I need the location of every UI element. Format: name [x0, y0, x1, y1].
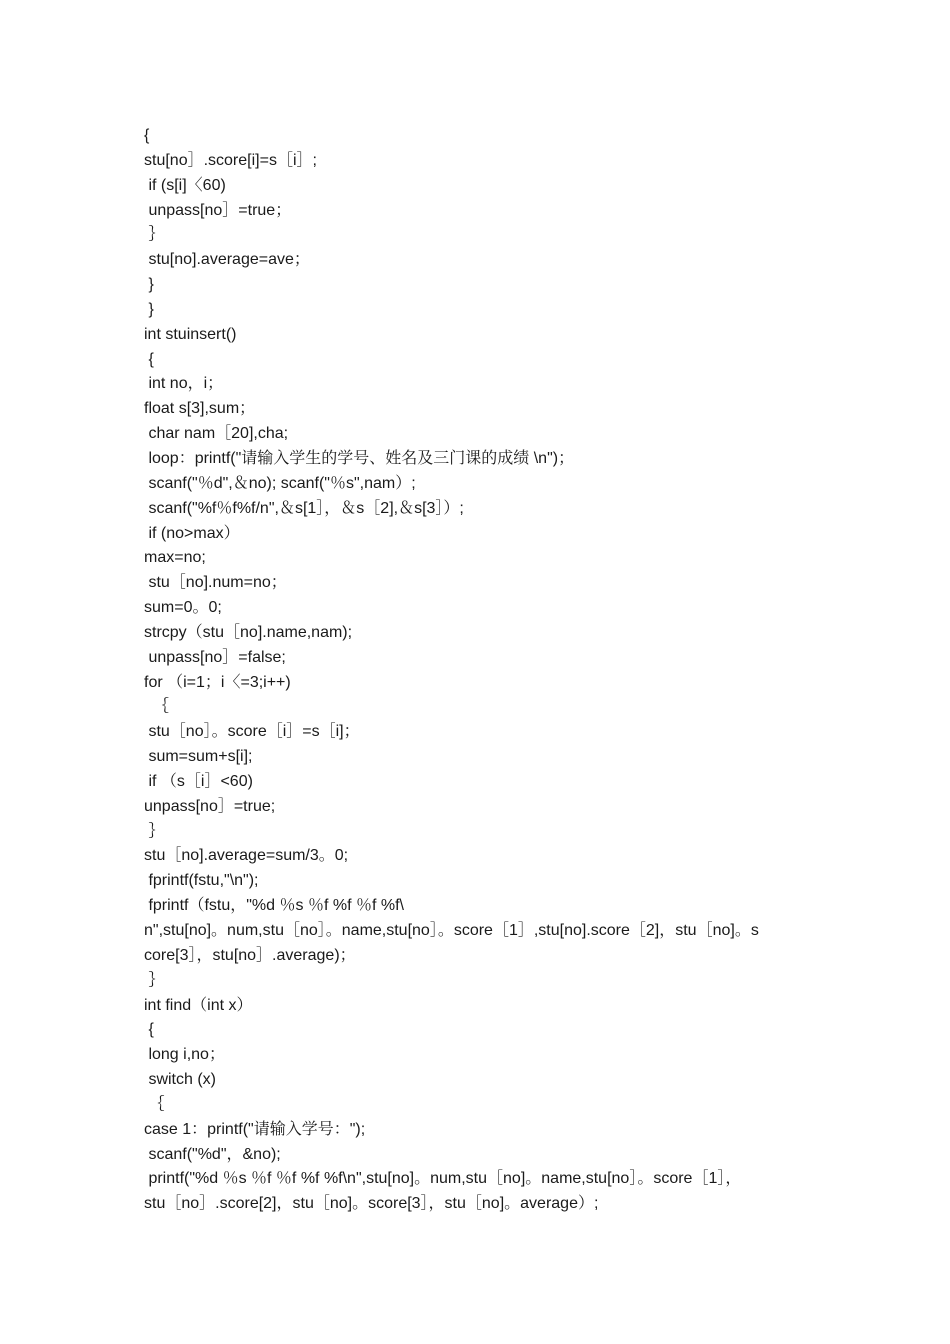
code-line: sum=0。0; [144, 599, 222, 617]
code-line: if (s[i]〈60) [144, 176, 226, 194]
code-line: char nam［20],cha; [144, 425, 289, 443]
code-line: stu[no].average=ave； [144, 251, 310, 269]
code-line: sum=sum+s[i]; [144, 748, 253, 766]
code-line: stu［no］。score［i］=s［i]； [144, 723, 360, 741]
code-line: stu［no].average=sum/3。0; [144, 847, 349, 865]
code-line: switch (x) [144, 1071, 216, 1089]
code-line: ｝ [144, 226, 165, 244]
code-line: loop：printf("请输入学生的学号、姓名及三门课的成绩 \n")； [144, 449, 575, 467]
code-line: max=no; [144, 549, 206, 567]
code-line: strcpy（stu［no].name,nam); [144, 623, 353, 641]
code-line: fprintf(fstu,"\n"); [144, 872, 259, 890]
code-line: } [144, 300, 154, 318]
code-line: stu［no].num=no； [144, 574, 287, 592]
code-line: { [144, 1021, 154, 1039]
code-line: fprintf（fstu，"%d ％s ％f %f ％f %f\ [144, 897, 404, 915]
code-line: long i,no； [144, 1046, 225, 1064]
code-line: stu［no］.score[2]，stu［no]。score[3］，stu［no]。average）; [144, 1195, 599, 1213]
code-listing [144, 124, 824, 1217]
code-line: case 1：printf("请输入学号："); [144, 1120, 366, 1138]
code-line: scanf("％d",＆no); scanf("％s",nam）; [144, 474, 416, 492]
code-line: ｛ [144, 698, 169, 716]
code-line: scanf("%f％f%f/n",＆s[1］，＆s［2],＆s[3］）; [144, 499, 464, 517]
code-line: for （i=1；i〈=3;i++) [144, 673, 291, 691]
code-line: { [144, 127, 150, 144]
code-line: scanf("%d"，&no); [144, 1145, 281, 1163]
code-line: core[3］，stu[no］.average)； [144, 946, 356, 964]
code-line: if （s［i］<60) [144, 772, 253, 790]
code-line: unpass[no］=false; [144, 648, 286, 666]
code-line: int stuinsert() [144, 325, 237, 343]
code-line: int find（int x） [144, 996, 253, 1014]
code-line: ｝ [144, 822, 165, 840]
code-line: int no，i； [144, 375, 224, 393]
code-line: unpass[no］=true； [144, 201, 292, 219]
code-line: ｛ [144, 1095, 165, 1113]
code-line: if (no>max） [144, 524, 240, 542]
code-line: { [144, 350, 154, 368]
code-line: unpass[no］=true; [144, 797, 276, 815]
code-line: } [144, 276, 154, 294]
code-line: printf("%d ％s ％f ％f %f %f\n",stu[no]。num,stu［no]。name,stu[no］。score［1］， [144, 1170, 742, 1188]
code-line: n",stu[no]。num,stu［no］。name,stu[no］。score［1］,stu[no].score［2]，stu［no]。s [144, 922, 759, 939]
code-line: float s[3],sum； [144, 400, 256, 418]
code-line: ｝ [144, 971, 165, 989]
code-line: stu[no］.score[i]=s［i］; [144, 151, 317, 169]
